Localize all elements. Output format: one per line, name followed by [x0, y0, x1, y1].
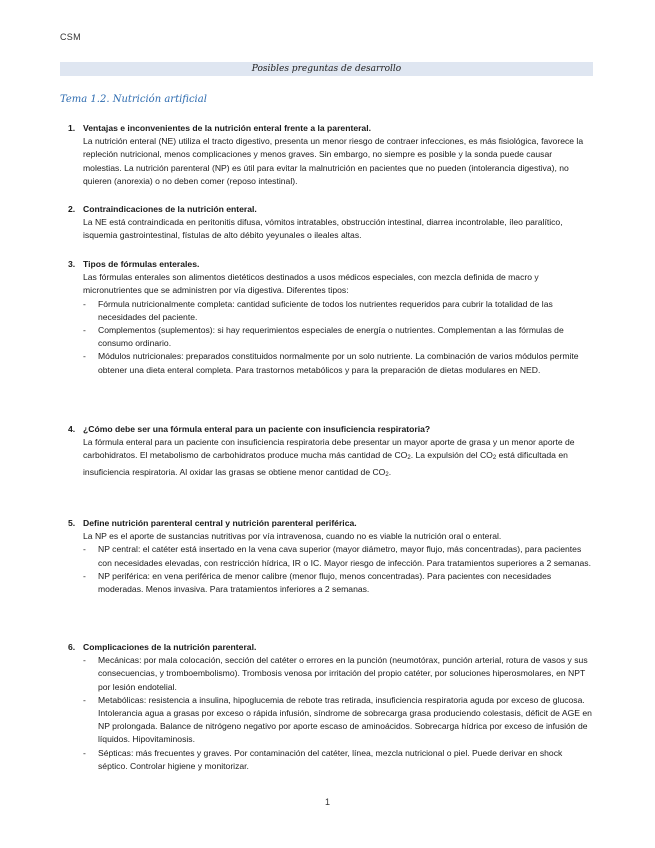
- question-title: Define nutrición parenteral central y nutrición parenteral periférica.: [83, 518, 357, 528]
- question-title: Contraindicaciones de la nutrición enteral.: [83, 204, 257, 214]
- question-body: La fórmula enteral para un paciente con insuficiencia respiratoria debe presentar un mayor aporte de grasa y un menor aporte de carbohidratos. El metabolismo de carbohidratos produce mucha más cantidad de CO2. La expulsión del CO2 está dificultada en insuficiencia respiratoria. Al oxidar las grasas se obtiene menor cantidad de CO2.: [83, 437, 575, 478]
- question-body: La nutrición enteral (NE) utiliza el tracto digestivo, presenta un menor riesgo de contraer infecciones, es más fisiológica, favorece la repleción nutricional, menos complicaciones y menos graves. Sin embargo, no siempre es posible y la sonda puede causar molestias. La nutrición parenteral (NP) es útil para evitar la malnutrición en pacientes que no pueden (intolerancia digestiva), no quieren (anorexia) o no deben comer (reposo intestinal).: [83, 136, 584, 186]
- question-number: 1.: [68, 123, 76, 133]
- question-4: [68, 423, 593, 482]
- question-number: 3.: [68, 259, 76, 269]
- question-title: Tipos de fórmulas enterales.: [83, 259, 200, 269]
- subscript: 2: [407, 455, 411, 462]
- question-2: [68, 203, 593, 243]
- list-item: - NP periférica: en vena periférica de menor calibre (menor flujo, menos concentradas). Para pacientes con necesidades moderadas. Menos invasiva. Para tratamientos inferiores a 2 semanas.: [83, 570, 593, 596]
- bullet-list: [68, 654, 593, 773]
- bullet-list: [68, 543, 593, 596]
- question-body: Las fórmulas enterales son alimentos dietéticos destinados a usos médicos especiales, con mezcla definida de macro y micronutrientes que se administren por vía digestiva. Diferentes tipos:: [83, 272, 539, 296]
- list-item: - Fórmula nutricionalmente completa: cantidad suficiente de todos los nutrientes requeridos para cubrir la totalidad de las necesidades del paciente.: [83, 298, 593, 324]
- page-number: 1: [324, 797, 330, 807]
- question-number: 5.: [68, 518, 76, 528]
- question-number: 6.: [68, 642, 76, 652]
- question-number: 2.: [68, 204, 76, 214]
- list-item: - Mecánicas: por mala colocación, sección del catéter o errores en la punción (neumotórax, punción arterial, rotura de vasos y sus consecuencias, y tromboembolismo). Trombosis venosa por irritación del propio catéter, por soluciones hiperosmolares, en NPT por lesión endotelial.: [83, 654, 593, 694]
- question-body: La NP es el aporte de sustancias nutritivas por vía intravenosa, cuando no es viable la nutrición oral o enteral.: [83, 531, 502, 542]
- question-title: ¿Cómo debe ser una fórmula enteral para un paciente con insuficiencia respiratoria?: [83, 424, 431, 434]
- question-6: [68, 641, 593, 773]
- question-number: 4.: [68, 424, 76, 434]
- subscript: 2: [385, 471, 389, 478]
- section-title: Tema 1.2. Nutrición artificial: [60, 94, 207, 105]
- list-item: - Sépticas: más frecuentes y graves. Por contaminación del catéter, línea, mezcla nutricional o piel. Puede derivar en shock séptico. Controlar higiene y monitorizar.: [83, 747, 593, 773]
- list-item: - Módulos nutricionales: preparados constituidos normalmente por un solo nutriente. La combinación de varios módulos permite obtener una dieta enteral completa. Para trastornos metabólicos y para la preparación de dietas modulares en NED.: [83, 350, 593, 376]
- question-title: Ventajas e inconvenientes de la nutrición enteral frente a la parenteral.: [83, 123, 371, 133]
- list-item: - Metabólicas: resistencia a insulina, hipoglucemia de rebote tras retirada, insuficiencia respiratoria aguda por exceso de glucosa. Intolerancia agua a grasas por exceso o rápida infusión, síndrome de sobrecarga grasa produciendo colestasis, déficit de AGE en NP prolongada. Balance de nitrógeno negativo por aporte escaso de aminoácidos. Sobrecarga hídrica por exceso de infusión de líquidos. Hipovitaminosis.: [83, 694, 593, 747]
- title-bar: Posibles preguntas de desarrollo: [60, 62, 593, 76]
- question-5: [68, 517, 593, 596]
- bullet-list: [68, 298, 593, 377]
- question-title: Complicaciones de la nutrición parenteral.: [83, 642, 257, 652]
- list-item: - NP central: el catéter está insertado en la vena cava superior (mayor diámetro, mayor flujo, más concentradas), para pacientes con necesidades elevadas, con restricción hídrica, IR o IC. Mayor riesgo de infección. Para tratamientos superiores a 2 semanas.: [83, 543, 593, 569]
- question-1: [68, 122, 593, 188]
- list-item: - Complementos (suplementos): si hay requerimientos especiales de energía o nutrientes. Complementan a las fórmulas de consumo ordinario.: [83, 324, 593, 350]
- subscript: 2: [492, 455, 497, 462]
- question-3: [68, 258, 593, 377]
- document-header: CSM: [60, 32, 81, 42]
- question-body: La NE está contraindicada en peritonitis difusa, vómitos intratables, obstrucción intestinal, diarrea incontrolable, íleo paralítico, isquemia gastrointestinal, fístulas de alto débito yeyunales o ileales altas.: [83, 217, 563, 241]
